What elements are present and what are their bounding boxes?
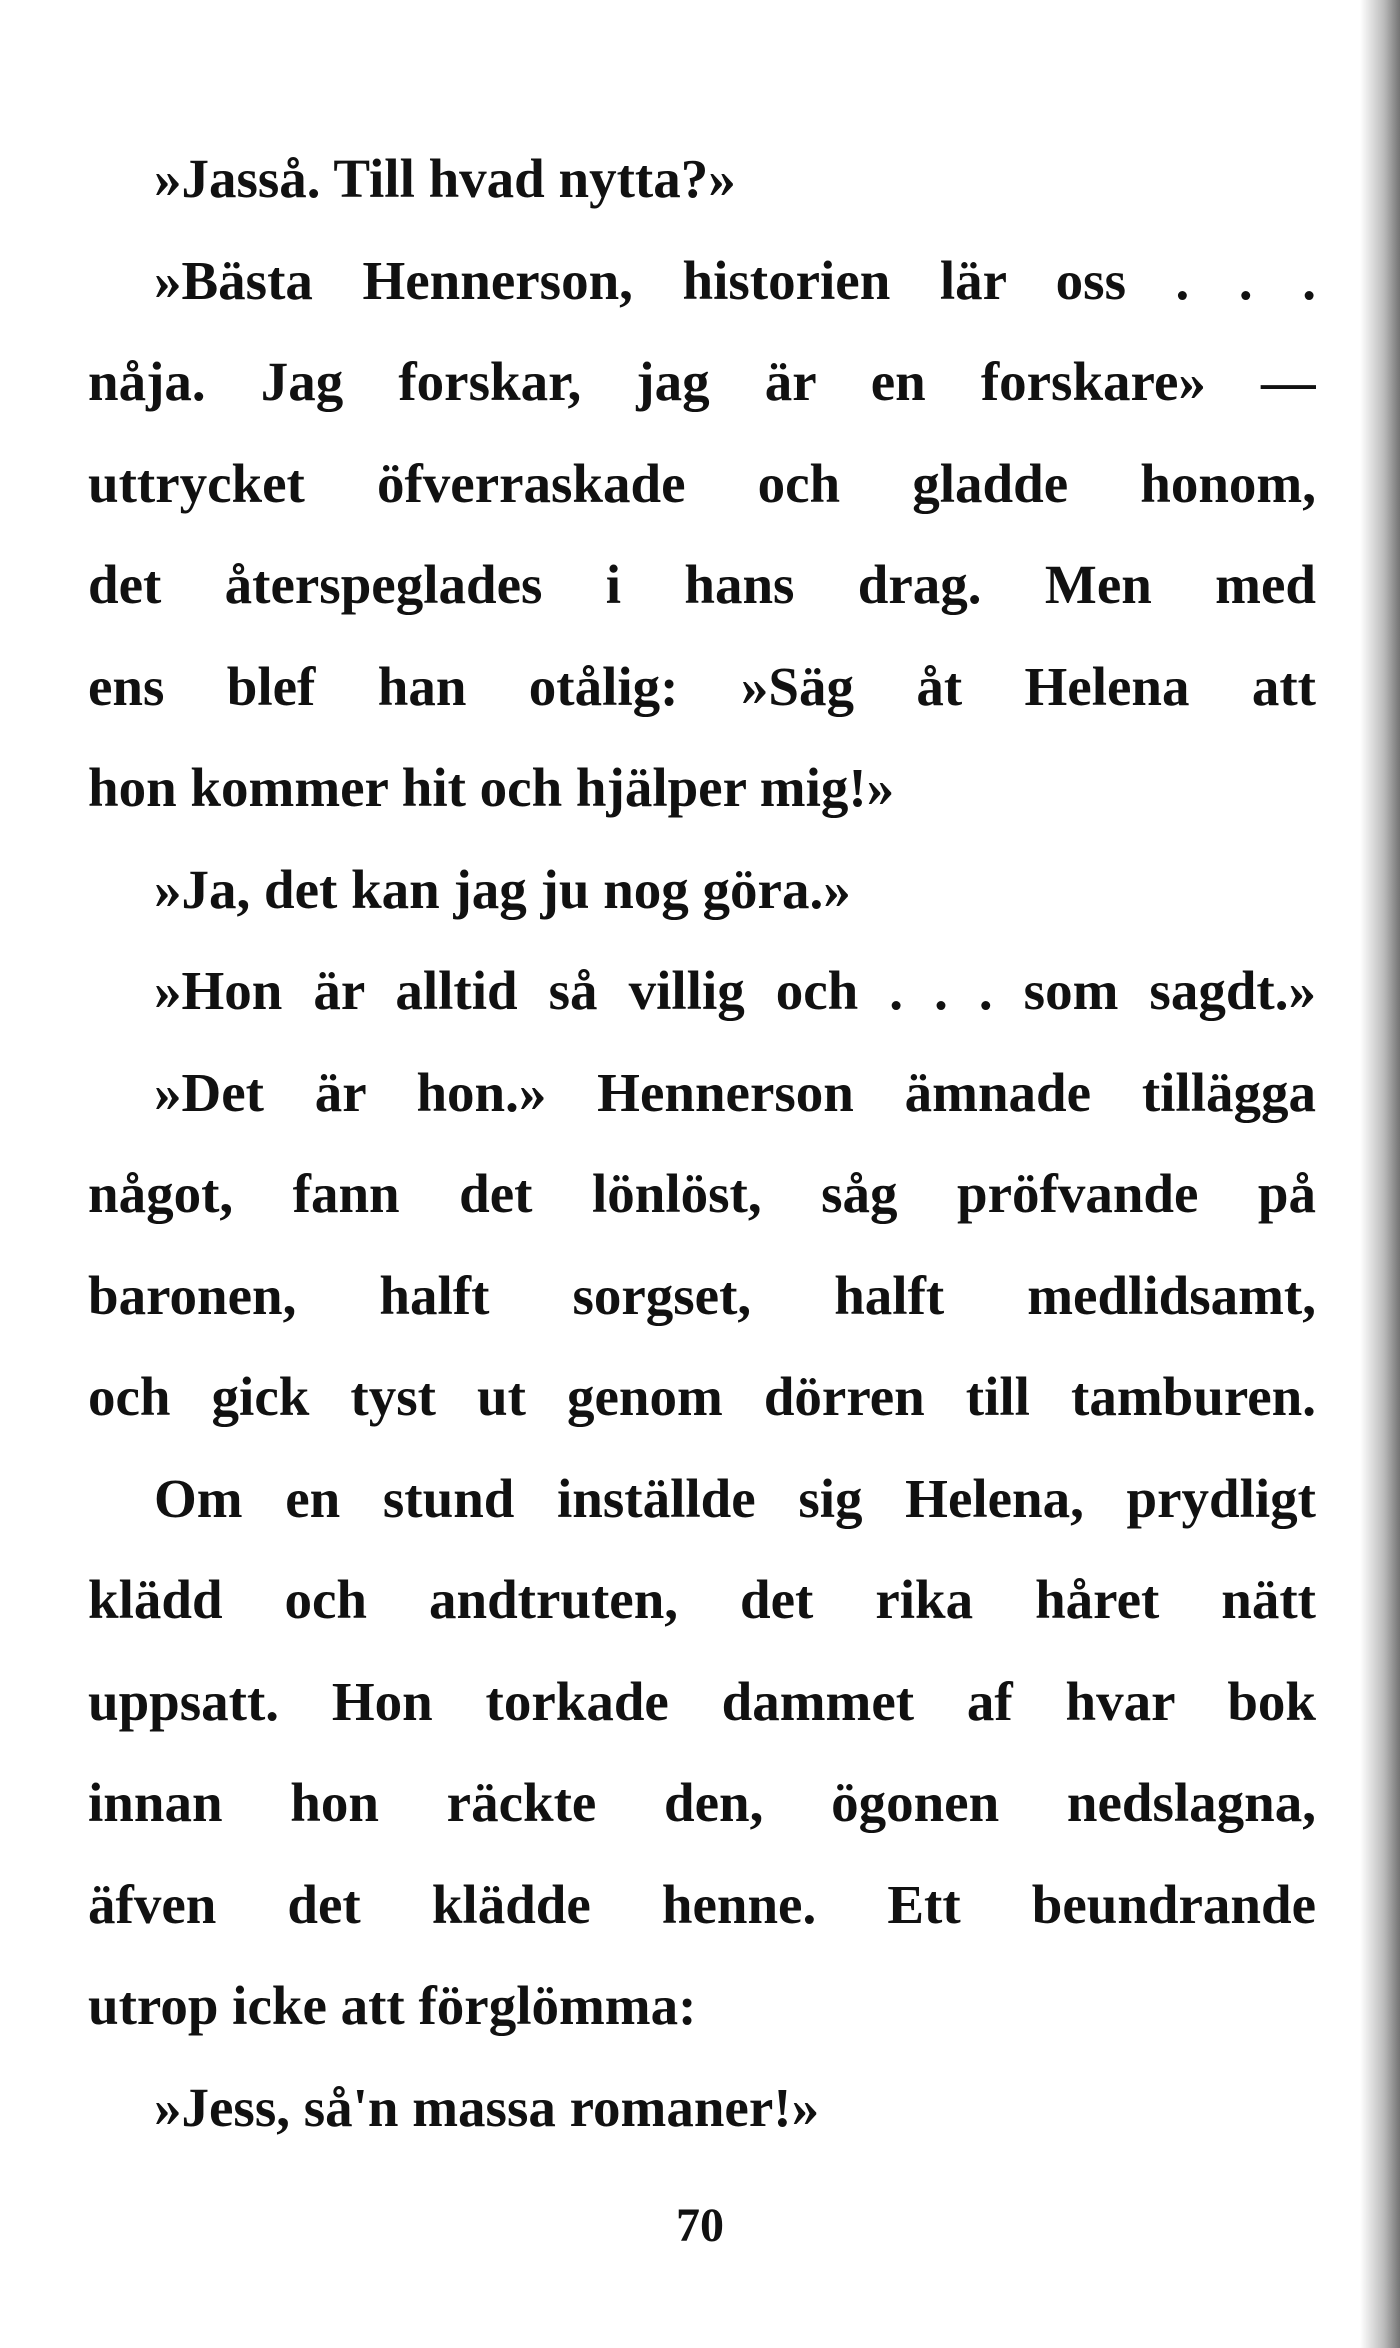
body-text [88,128,1316,2158]
text-line: uppsatt. Hon torkade dammet af hvar bok [88,1670,1316,1732]
page-number: 70 [676,2199,724,2252]
text-line: »Ja, det kan jag ju nog göra.» [154,858,851,920]
text-line: och gick tyst ut genom dörren till tamburen. [88,1366,1316,1427]
page-edge-shadow [1360,0,1400,2348]
text-line: äfven det klädde henne. Ett beundrande [88,1873,1316,1935]
text-line: innan hon räckte den, ögonen nedslagna, [88,1772,1316,1833]
text-line: »Hon är alltid så villig och . . . som sagdt.» [154,960,1316,1021]
text-line: det återspeglades i hans drag. Men med [88,554,1316,615]
text-line: något, fann det lönlöst, såg pröfvande på [88,1163,1316,1224]
text-line: uttrycket öfverraskade och gladde honom, [88,452,1316,514]
text-line: »Bästa Hennerson, historien lär oss . . . [154,249,1316,311]
text-line: nåja. Jag forskar, jag är en forskare» — [88,351,1316,412]
text-line: Om en stund inställde sig Helena, prydligt [154,1467,1316,1529]
text-line: »Det är hon.» Hennerson ämnade tillägga [154,1061,1316,1123]
text-line: »Jasså. Till hvad nytta?» [154,148,736,209]
text-line: utrop icke att förglömma: [88,1975,697,2036]
text-line: klädd och andtruten, det rika håret nätt [88,1569,1316,1630]
text-line: hon kommer hit och hjälper mig!» [88,757,895,818]
text-line: ens blef han otålig: »Säg åt Helena att [88,655,1316,717]
text-line: baronen, halft sorgset, halft medlidsamt, [88,1264,1316,1326]
text-line: »Jess, så'n massa romaner!» [154,2076,820,2138]
